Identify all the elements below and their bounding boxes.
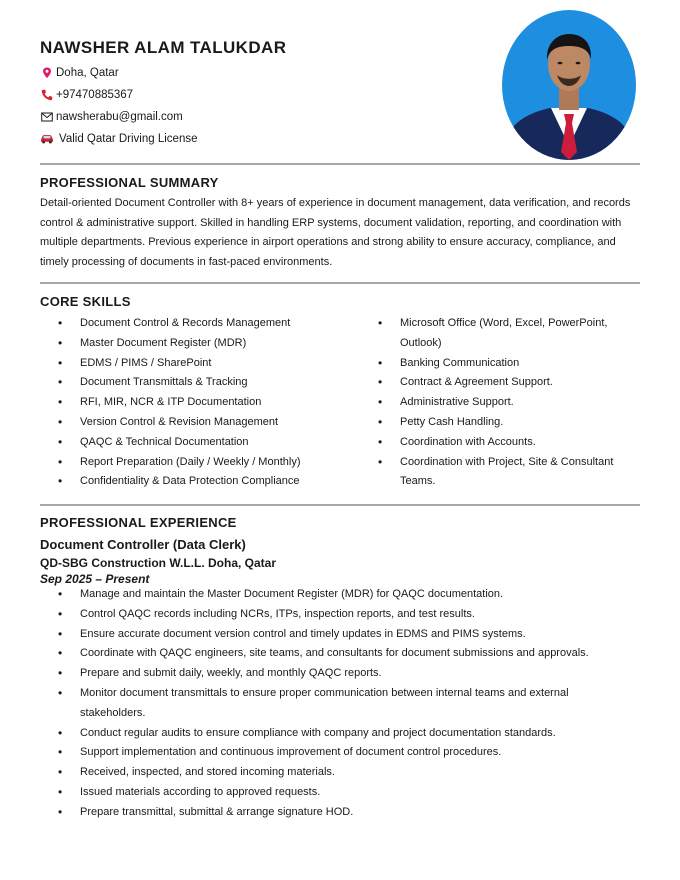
skill-item: • Coordination with Accounts.	[360, 433, 630, 453]
responsibility-item: • Control QAQC records including NCRs, ITPs, inspection reports, and test results.	[40, 605, 600, 625]
license-text: Valid Qatar Driving License	[59, 133, 198, 145]
profile-photo	[502, 10, 636, 160]
experience-bullets	[40, 585, 600, 823]
responsibility-item: • Coordinate with QAQC engineers, site teams, and consultants for document submissions and approvals.	[40, 644, 600, 664]
skill-item: • Petty Cash Handling.	[360, 413, 630, 433]
skill-item: • EDMS / PIMS / SharePoint	[40, 354, 360, 374]
skills-list-right	[360, 314, 630, 492]
responsibility-item: • Monitor document transmittals to ensure proper communication between internal teams and external stakeholders.	[40, 684, 600, 724]
responsibility-item: • Conduct regular audits to ensure compliance with company and project documentation standards.	[40, 724, 600, 744]
email-text: nawsherabu@gmail.com	[56, 111, 183, 123]
responsibility-item: • Ensure accurate document version control and timely updates in EDMS and PIMS systems.	[40, 625, 600, 645]
section-divider	[40, 282, 640, 284]
skill-item: • Microsoft Office (Word, Excel, PowerPoint, Outlook)	[360, 314, 630, 354]
car-icon	[40, 133, 54, 145]
skill-item: • Master Document Register (MDR)	[40, 334, 360, 354]
section-divider	[40, 504, 640, 506]
skill-item: • Document Transmittals & Tracking	[40, 373, 360, 393]
skill-item: • Coordination with Project, Site & Consultant Teams.	[360, 453, 630, 493]
skill-item: • Version Control & Revision Management	[40, 413, 360, 433]
skill-item: • QAQC & Technical Documentation	[40, 433, 360, 453]
contact-location	[40, 67, 119, 79]
summary-heading: PROFESSIONAL SUMMARY	[40, 175, 219, 190]
responsibility-item: • Prepare transmittal, submittal & arrange signature HOD.	[40, 803, 600, 823]
experience-heading: PROFESSIONAL EXPERIENCE	[40, 515, 237, 530]
summary-text: Detail-oriented Document Controller with 8+ years of experience in document management, data verification, and records control & administrative support. Skilled in handling ERP systems, document validation, reporting, and coordination with multiple departments. Previous experience in airport operations and strong ability to ensure accuracy, compliance, and timely processing of documents in fast-paced environments.	[40, 197, 631, 268]
contact-phone	[40, 89, 133, 101]
core-skills-heading: CORE SKILLS	[40, 294, 131, 309]
responsibility-item: • Support implementation and continuous improvement of document control procedures.	[40, 743, 600, 763]
phone-text: +97470885367	[56, 89, 134, 101]
skill-item: • Confidentiality & Data Protection Compliance	[40, 472, 360, 492]
email-icon	[40, 111, 54, 123]
location-text: Doha, Qatar	[56, 67, 119, 79]
skill-item: • Banking Communication	[360, 354, 630, 374]
candidate-name: NAWSHER ALAM TALUKDAR	[40, 38, 287, 57]
skill-item: • Document Control & Records Management	[40, 314, 360, 334]
section-divider	[40, 163, 640, 165]
responsibility-item: • Issued materials according to approved requests.	[40, 783, 600, 803]
location-pin-icon	[40, 67, 54, 79]
skills-list-left	[40, 314, 360, 492]
skill-item: • Administrative Support.	[360, 393, 630, 413]
skill-item: • Report Preparation (Daily / Weekly / Monthly)	[40, 453, 360, 473]
responsibility-item: • Prepare and submit daily, weekly, and monthly QAQC reports.	[40, 664, 600, 684]
skill-item: • Contract & Agreement Support.	[360, 373, 630, 393]
skill-item: • RFI, MIR, NCR & ITP Documentation	[40, 393, 360, 413]
company-name: QD-SBG Construction W.L.L. Doha, Qatar	[40, 556, 277, 570]
contact-email	[40, 111, 183, 123]
job-title: Document Controller (Data Clerk)	[40, 537, 246, 552]
contact-license	[40, 133, 198, 145]
responsibility-item: • Received, inspected, and stored incoming materials.	[40, 763, 600, 783]
employment-dates: Sep 2025 – Present	[40, 572, 150, 586]
phone-icon	[40, 89, 54, 101]
responsibility-item: • Manage and maintain the Master Document Register (MDR) for QAQC documentation.	[40, 585, 600, 605]
